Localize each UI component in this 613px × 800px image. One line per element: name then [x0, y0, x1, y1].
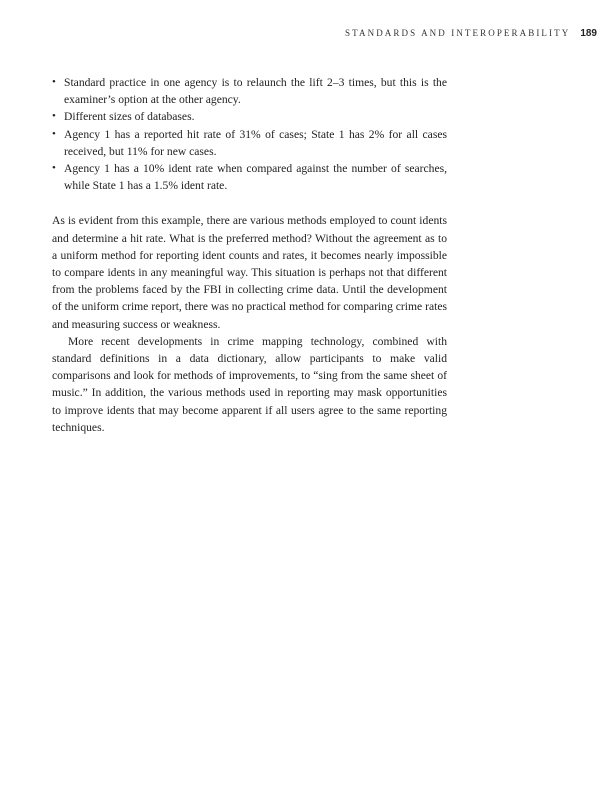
bullet-text: Standard practice in one agency is to relaunch the lift 2–3 times, but this is the examiner’s option at the other agency. — [64, 76, 447, 107]
bullet-marker: • — [52, 127, 56, 140]
bullet-text: Agency 1 has a reported hit rate of 31% of cases; State 1 has 2% for all cases received, but 11% for new cases. — [64, 127, 447, 158]
paragraph: As is evident from this example, there are various methods employed to count idents and determine a hit rate. What is the preferred method? Without the agreement as to a uniform method for reporting ident counts and rates, it becomes nearly impossible to compare idents in any meaningful way. This situation is perhaps not that different from the problems faced by the FBI in collecting crime data. Until the development of the uniform crime report, there was no practical method for comparing crime rates and measuring success or weakness. — [52, 214, 447, 331]
bullet-marker: • — [52, 110, 56, 123]
body-text — [52, 74, 447, 436]
bullet-marker: • — [52, 76, 56, 88]
running-header-title: STANDARDS AND INTEROPERABILITY — [345, 28, 571, 38]
bullet-item — [52, 74, 447, 108]
page-number: 189 — [580, 28, 597, 39]
bullet-item — [52, 160, 447, 194]
bullet-list — [52, 74, 447, 194]
bullet-marker: • — [52, 162, 56, 175]
bullet-item — [52, 108, 447, 125]
paragraph: More recent developments in crime mapping technology, combined with standard definitions in a data dictionary, allow participants to make valid comparisons and look for methods of improvements, to “sing from the same sheet of music.” In addition, the various methods used in reporting may mask opportunities to improve idents that may become apparent if all users agree to the same reporting techniques. — [52, 334, 447, 434]
running-header — [345, 28, 597, 39]
bullet-item — [52, 126, 447, 160]
bullet-text: Different sizes of databases. — [64, 110, 195, 124]
bullet-text: Agency 1 has a 10% ident rate when compared against the number of searches, while State 1 has a 1.5% ident rate. — [64, 162, 447, 193]
